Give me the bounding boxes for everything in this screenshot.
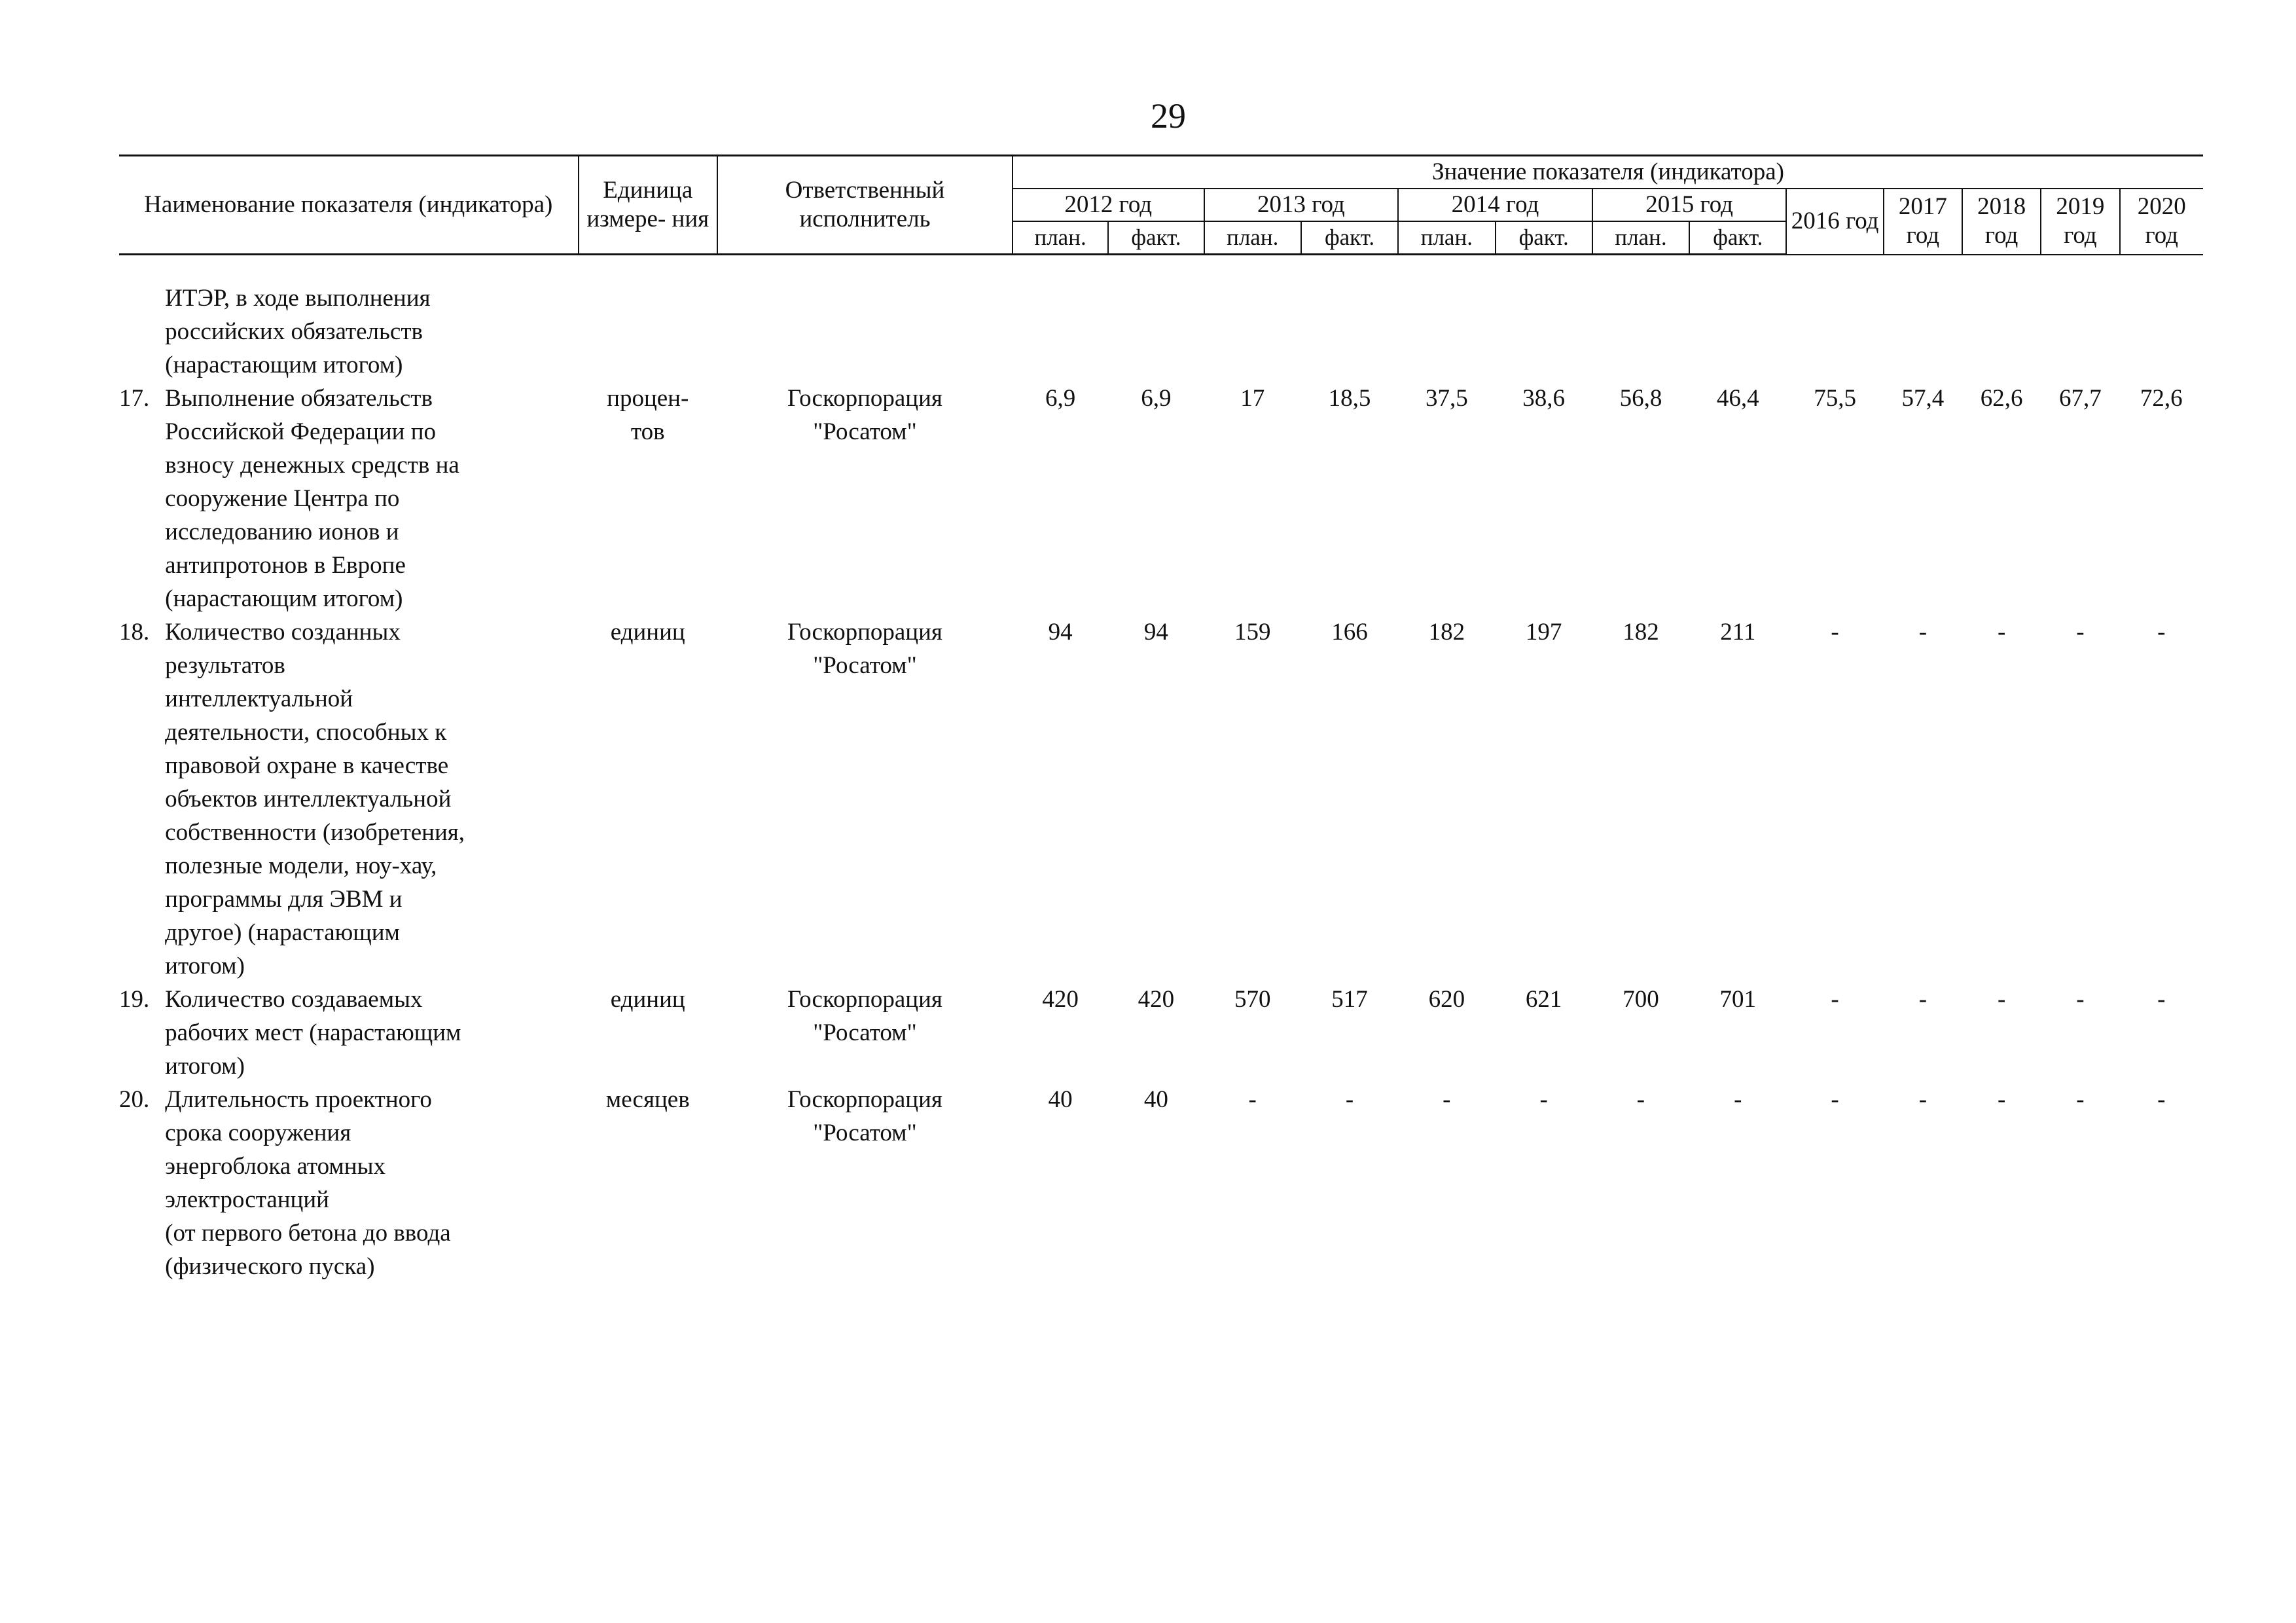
header-responsible: Ответственный исполнитель [717, 156, 1013, 255]
row-number: 20. [119, 1086, 150, 1113]
table-row-continuation [119, 282, 2203, 382]
value-cell: - [1734, 1086, 1742, 1113]
indicator-name: Выполнение обязательств Российской Федерации по взносу денежных средств на сооружение Центра по исследованию ионов и антипротонов в Европе (нарастающим итогом) [165, 385, 459, 612]
value-cell: 18,5 [1328, 385, 1371, 412]
value-cell: 75,5 [1814, 385, 1856, 412]
value-cell: 6,9 [1141, 385, 1172, 412]
value-cell: 420 [1042, 986, 1079, 1013]
table-row [119, 382, 2203, 615]
header-year-2016: 2016 год [1786, 189, 1883, 255]
value-cell: - [1831, 986, 1839, 1013]
responsible-cell: Госкорпорация "Росатом" [787, 385, 942, 445]
value-cell: 700 [1623, 986, 1659, 1013]
header-year-2014: 2014 год [1398, 189, 1592, 221]
value-cell: 570 [1234, 986, 1271, 1013]
header-plan: план. [1204, 221, 1301, 255]
value-cell: 701 [1719, 986, 1757, 1013]
value-cell: 57,4 [1901, 385, 1945, 412]
header-fact: факт. [1496, 221, 1592, 255]
value-cell: 517 [1331, 986, 1368, 1013]
unit-cell: процен- тов [607, 385, 689, 445]
value-cell: 197 [1525, 619, 1562, 646]
responsible-cell: Госкорпорация "Росатом" [787, 619, 942, 679]
unit-cell: единиц [610, 619, 685, 646]
value-cell: - [2076, 986, 2085, 1013]
header-value-group: Значение показателя (индикатора) [1013, 156, 2203, 189]
header-unit: Единица измере- ния [579, 156, 717, 255]
value-cell: - [1997, 619, 2006, 646]
header-name: Наименование показателя (индикатора) [119, 156, 579, 255]
value-cell: 420 [1138, 986, 1175, 1013]
value-cell: - [2157, 1086, 2166, 1113]
responsible-cell: Госкорпорация "Росатом" [787, 986, 942, 1046]
value-cell: 94 [1143, 619, 1168, 646]
table-row [119, 1083, 2203, 1283]
value-cell: 17 [1240, 385, 1265, 412]
unit-cell: месяцев [605, 1086, 690, 1113]
header-plan: план. [1592, 221, 1689, 255]
value-cell: 159 [1234, 619, 1271, 646]
value-cell: - [1831, 1086, 1839, 1113]
value-cell: 67,7 [2059, 385, 2102, 412]
value-cell: - [2076, 1086, 2085, 1113]
value-cell: - [1918, 619, 1928, 646]
header-fact: факт. [1108, 221, 1204, 255]
row-number: 18. [119, 619, 150, 646]
table-row [119, 615, 2203, 983]
value-cell: - [1997, 986, 2006, 1013]
value-cell: - [1918, 986, 1928, 1013]
continuation-text: ИТЭР, в ходе выполнения российских обязательств (нарастающим итогом) [165, 285, 431, 378]
value-cell: - [1997, 1086, 2006, 1113]
value-cell: - [1539, 1086, 1548, 1113]
page-number: 29 [1151, 96, 1186, 136]
value-cell: 94 [1048, 619, 1073, 646]
responsible-cell: Госкорпорация "Росатом" [787, 1086, 942, 1146]
value-cell: - [2157, 619, 2166, 646]
value-cell: - [1831, 619, 1839, 646]
value-cell: - [1248, 1086, 1257, 1113]
unit-cell: единиц [610, 986, 685, 1013]
table-body [119, 255, 2203, 1284]
value-cell: 211 [1720, 619, 1756, 646]
indicator-name: Количество созданных результатов интеллектуальной деятельности, способных к правовой охране в качестве объектов интеллектуальной собственности (изобретения, полезные модели, ноу-хау, программы для ЭВМ и другое) (нарастающим итогом) [165, 619, 465, 979]
header-fact: факт. [1301, 221, 1398, 255]
value-cell: - [1636, 1086, 1645, 1113]
header-year-2019: 2019 год [2041, 189, 2119, 255]
header-year-2020: 2020 год [2120, 189, 2204, 255]
header-year-2015: 2015 год [1592, 189, 1787, 221]
header-year-2012: 2012 год [1013, 189, 1204, 221]
header-plan: план. [1013, 221, 1108, 255]
value-cell: 46,4 [1716, 385, 1759, 412]
indicator-name: Количество создаваемых рабочих мест (нарастающим итогом) [165, 986, 461, 1080]
header-fact: факт. [1689, 221, 1786, 255]
value-cell: 40 [1048, 1086, 1073, 1113]
value-cell: - [2076, 619, 2085, 646]
value-cell: 182 [1623, 619, 1659, 646]
header-plan: план. [1398, 221, 1495, 255]
header-year-2018: 2018 год [1962, 189, 2041, 255]
value-cell: 72,6 [2140, 385, 2183, 412]
header-year-2013: 2013 год [1204, 189, 1399, 221]
value-cell: 166 [1331, 619, 1368, 646]
value-cell: 620 [1428, 986, 1465, 1013]
value-cell: 62,6 [1980, 385, 2023, 412]
table-row [119, 983, 2203, 1083]
row-number: 19. [119, 986, 150, 1013]
value-cell: - [1443, 1086, 1451, 1113]
header-year-2017: 2017 год [1884, 189, 1962, 255]
value-cell: - [1918, 1086, 1928, 1113]
value-cell: 182 [1428, 619, 1465, 646]
indicator-name: Длительность проектного срока сооружения энергоблока атомных электростанций (от первого бетона до ввода (физического пуска) [165, 1086, 451, 1280]
value-cell: 37,5 [1425, 385, 1468, 412]
value-cell: 40 [1143, 1086, 1168, 1113]
row-number: 17. [119, 385, 150, 412]
indicator-table [119, 155, 2203, 1283]
value-cell: - [2157, 986, 2166, 1013]
value-cell: 621 [1525, 986, 1562, 1013]
value-cell: - [1345, 1086, 1354, 1113]
value-cell: 56,8 [1619, 385, 1662, 412]
value-cell: 6,9 [1045, 385, 1076, 412]
value-cell: 38,6 [1522, 385, 1566, 412]
